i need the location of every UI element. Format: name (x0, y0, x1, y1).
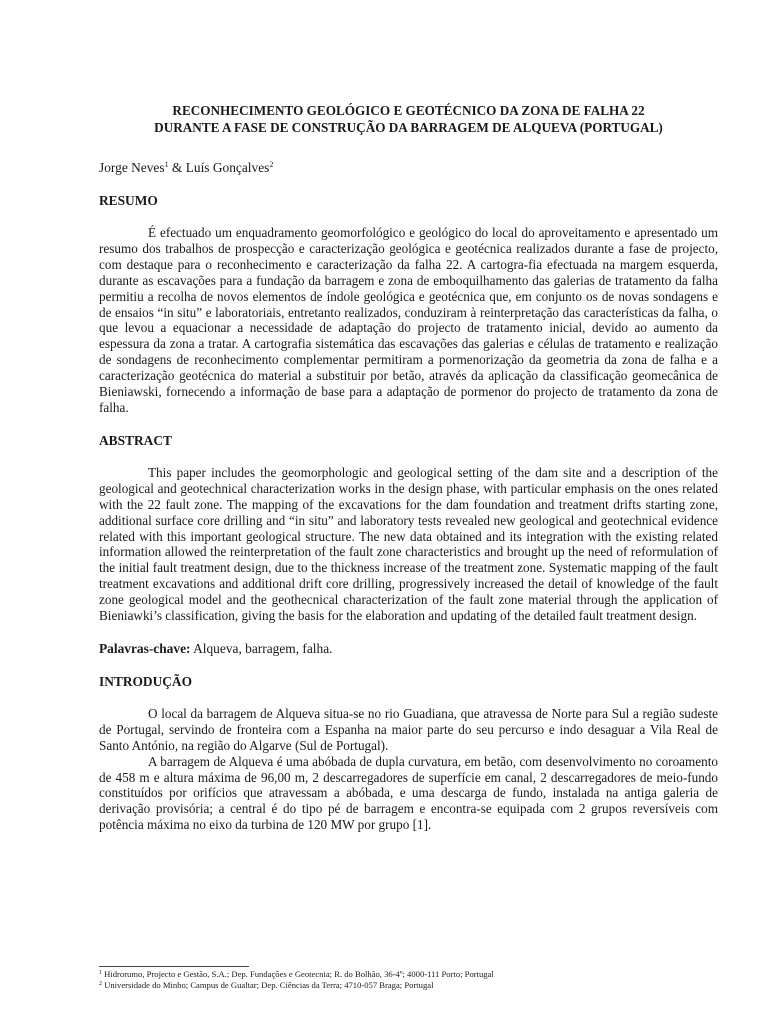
author-separator: & (168, 160, 186, 175)
paper-title (99, 102, 718, 136)
footnote-1-marker: 1 (99, 970, 102, 976)
footnote-1 (99, 969, 718, 980)
author-1-affiliation: 1 (164, 160, 169, 169)
author-2-affiliation: 2 (269, 160, 274, 169)
footnote-1-text: Hidrorumo, Projecto e Gestão, S.A.; Dep. Fundações e Geotecnia; R. do Bolhão, 36-4º; 4000-111 Porto; Portugal (102, 969, 494, 979)
footnote-divider (99, 966, 249, 967)
author-2: Luís Gonçalves (185, 160, 270, 175)
keywords (99, 640, 718, 657)
paper-page (99, 102, 718, 833)
introducao-heading: INTRODUÇÃO (99, 673, 192, 689)
footnote-2-marker: 2 (99, 981, 102, 987)
footnotes (99, 966, 718, 991)
footnote-2-text: Universidade do Minho; Campus de Gualtar; Dep. Ciências da Terra; 4710-057 Braga; Portugal (102, 980, 434, 990)
title-line-2: DURANTE A FASE DE CONSTRUÇÃO DA BARRAGEM DE ALQUEVA (PORTUGAL) (154, 120, 663, 135)
introducao-paragraph-2: A barragem de Alqueva é uma abóbada de dupla curvatura, em betão, com desenvolvimento no coroamento de 458 m e altura máxima de 96,00 m, 2 descarregadores de superfície em canal, 2 descarregadores de meio-fundo constituídos por orifícios que atravessam a abóbada, e uma descarga de fundo, instalada na antiga galeria de derivação provisória; a central é do tipo pé de barragem e encontra-se equipada com 2 grupos reversíveis com potência máxima no eixo da turbina de 120 MW por grupo [1]. (99, 753, 718, 833)
abstract-heading: ABSTRACT (99, 432, 172, 448)
introducao-paragraph-1: O local da barragem de Alqueva situa-se no rio Guadiana, que atravessa de Norte para Sul a região sudeste de Portugal, servindo de fronteira com a Espanha na maior parte do seu percurso e indo desaguar a Vila Real de Santo António, na região do Algarve (Sul de Portugal). (99, 705, 718, 753)
title-line-1: RECONHECIMENTO GEOLÓGICO E GEOTÉCNICO DA ZONA DE FALHA 22 (172, 103, 645, 118)
footnote-2 (99, 980, 718, 991)
abstract-text: This paper includes the geomorphologic and geological setting of the dam site and a description of the geological and geotechnical characterization works in the design phase, with particular emphasis on the ones related with the 22 fault zone. The mapping of the excavations for the dam foundation and treatment drifts starting zone, additional surface core drilling and “in situ” and laboratory tests revealed new geological and geotechnical evidence related with this important geological structure. The new data obtained and its integration with the existing related information allowed the reinterpretation of the fault zone characteristics and brought up the need of reformulation of the initial fault treatment design, due to the thickness increase of the treatment zone. Systematic mapping of the fault treatment excavations and additional drift core drilling, progressively increased the detail of knowledge of the fault zone geological model and the geothecnical characterization of the fault zone material through the application of Bieniawki’s classification, giving the basis for the elaboration and updating of the detailed fault treatment design. (99, 464, 718, 624)
resumo-text: É efectuado um enquadramento geomorfológico e geológico do local do aproveitamento e apresentado um resumo dos trabalhos de prospecção e caracterização geológica e geotécnica realizados durante a fase de projecto, com destaque para o reconhecimento e caracterização da falha 22. A cartogra-fia efectuada na margem esquerda, durante as escavações para a fundação da barragem e zona de emboquilhamento das galerias de tratamento da falha permitiu a recolha de novos elementos de índole geológica e geotécnica que, em conjunto os de novas sondagens e de ensaios “in situ” e laboratoriais, entretanto realizados, conduziram à reinterpretação das características da falha, o que levou a equacionar a necessidade de adaptação do projecto de tratamento inicial, devido ao aumento da espessura da zona a tratar. A cartografia sistemática das escavações das galerias e células de tratamento e realização de sondagens de reconhecimento complementar permitiram a pormenorização da geometria da zona de falha e a caracterização geotécnica do material a substituir por betão, através da aplicação da classificação geomecânica de Bieniawski, fornecendo a informação de base para a adaptação de pormenor do projecto de tratamento da zona de falha. (99, 225, 718, 415)
resumo-heading: RESUMO (99, 193, 158, 208)
keywords-value: Alqueva, barragem, falha. (190, 640, 333, 656)
authors-line (99, 159, 718, 176)
keywords-label: Palavras-chave: (99, 640, 191, 656)
author-1: Jorge Neves (99, 160, 165, 175)
